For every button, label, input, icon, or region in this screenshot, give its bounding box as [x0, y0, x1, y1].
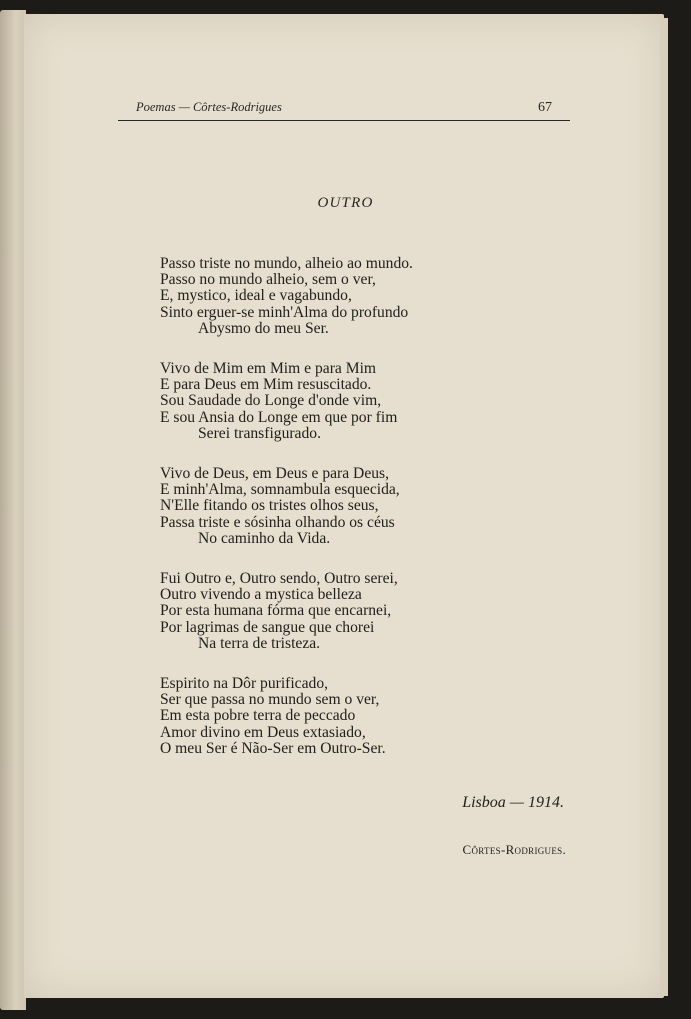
page-header	[118, 98, 570, 121]
page-edge	[660, 18, 668, 996]
poem-line: Outro vivendo a mystica belleza	[160, 586, 362, 604]
author-signature: Côrtes-Rodrigues.	[462, 842, 566, 857]
poem-line: Sou Saudade do Longe d'onde vim,	[160, 392, 382, 410]
poem-line: Ser que passa no mundo sem o ver,	[160, 691, 380, 709]
place-date: Lisboa — 1914.	[462, 794, 564, 811]
poem-line: E sou Ansia do Longe em que por fim	[160, 408, 398, 426]
poem-line: E para Deus em Mim resuscitado.	[160, 376, 372, 394]
stanza-2	[160, 361, 397, 442]
poem-line: Passo triste no mundo, alheio ao mundo.	[160, 255, 413, 272]
poem-line: Em esta pobre terra de peccado	[160, 707, 356, 725]
poem-line: Espirito na Dôr purificado,	[160, 675, 329, 692]
poem-title: OUTRO	[317, 195, 374, 211]
poem-line: Sinto erguer-se minh'Alma do profundo	[160, 303, 409, 321]
poem-line: Passo no mundo alheio, sem o ver,	[160, 271, 376, 289]
poem-line: Vivo de Mim em Mim e para Mim	[160, 360, 377, 377]
poem-line: O meu Ser é Não-Ser em Outro-Ser.	[160, 739, 386, 757]
poem-line: Passa triste e sósinha olhando os céus	[160, 513, 395, 531]
poem-line: N'Elle fitando os tristes olhos seus,	[160, 497, 379, 515]
stanza-4	[160, 571, 398, 652]
poem-line: E minh'Alma, somnambula esquecida,	[160, 481, 400, 499]
poem-line: Vivo de Deus, em Deus e para Deus,	[160, 465, 390, 482]
poem-line: Fui Outro e, Outro sendo, Outro serei,	[160, 570, 398, 587]
stanza-1	[160, 256, 413, 337]
stanza-5	[160, 676, 386, 757]
poem-line: Por esta humana fórma que encarnei,	[160, 602, 392, 620]
running-title: Poemas — Côrtes-Rodrigues	[136, 100, 282, 114]
poem-line: Serei transfigurado.	[198, 424, 321, 442]
poem-line: Na terra de tristeza.	[198, 634, 321, 652]
poem-line: Por lagrimas de sangue que chorei	[160, 618, 375, 636]
poem-line: No caminho da Vida.	[198, 529, 331, 547]
poem-line: Abysmo do meu Ser.	[198, 319, 329, 337]
poem-line: Amor divino em Deus extasiado,	[160, 723, 366, 741]
stanza-3	[160, 466, 400, 547]
book-spine	[0, 10, 26, 1010]
page-number: 67	[538, 100, 552, 115]
poem-line: E, mystico, ideal e vagabundo,	[160, 287, 352, 305]
